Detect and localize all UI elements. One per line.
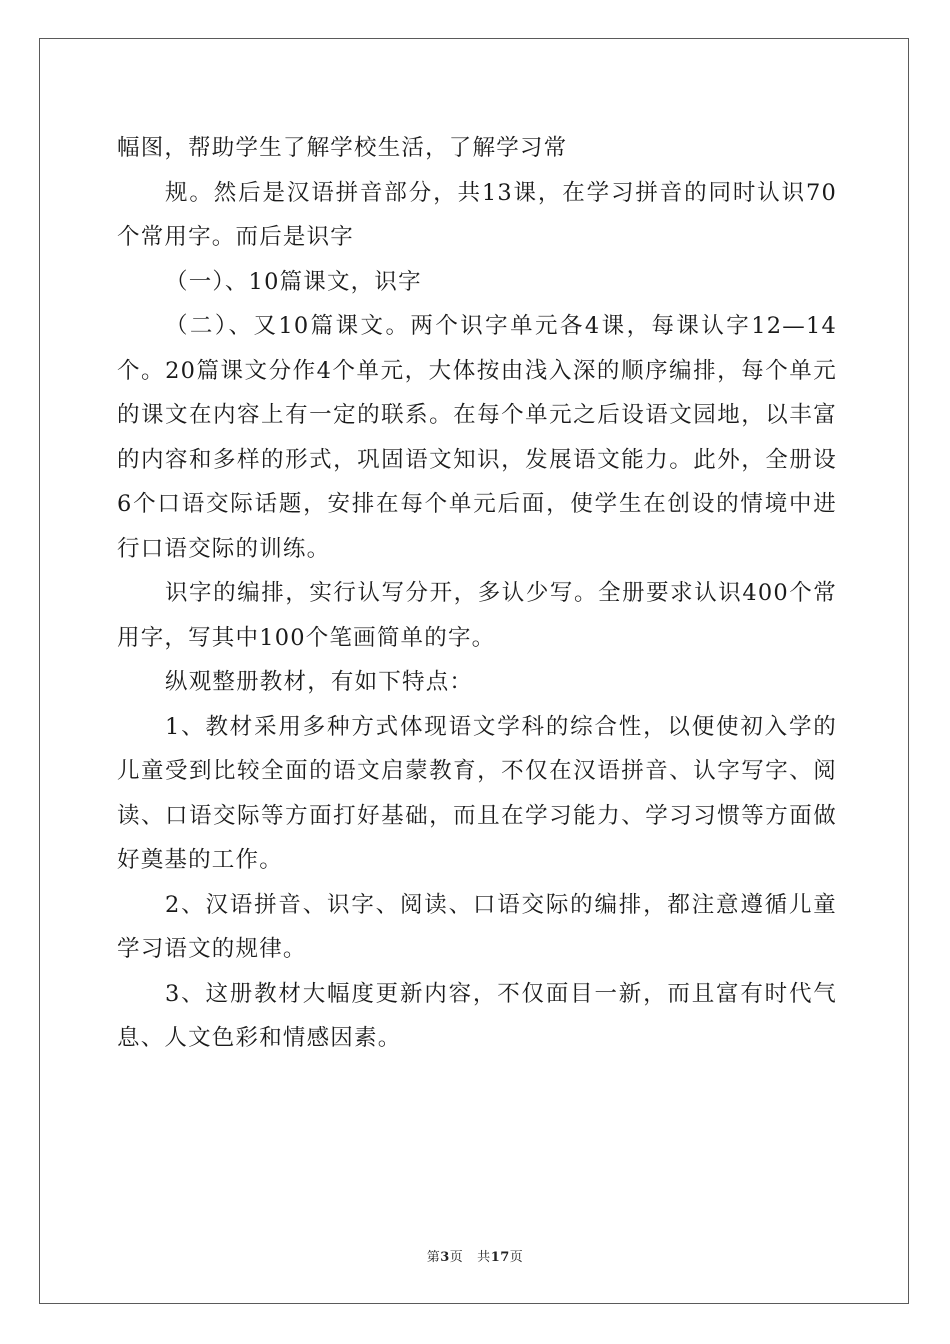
total-prefix: 共 — [477, 1250, 491, 1265]
paragraph-6: 纵观整册教材，有如下特点： — [165, 669, 474, 695]
paragraph-2: 规。然后是汉语拼音部分，共13课，在学习拼音的同时认识70个常用字。而后是识字 — [117, 179, 837, 250]
paragraph-1: 幅图，帮助学生了解学校生活，了解学习常 — [117, 135, 568, 161]
paragraph-4: （二）、又10篇课文。两个识字单元各4课，每课认字12—14个。20篇课文分作4个单元，大体按由浅入深的顺序编排，每个单元的课文在内容上有一定的联系。在每个单元之后设语文园地，以丰富的内容和多样的形式，巩固语文知识，发展语文能力。此外，全册设6个口语交际话题，安排在每个单元后面，使学生在创设的情境中进行口语交际的训练。 — [117, 313, 837, 562]
total-pages: 17 — [490, 1250, 510, 1265]
paragraph-7: 1、教材采用多种方式体现语文学科的综合性，以便使初入学的儿童受到比较全面的语文启蒙教育，不仅在汉语拼音、认字写字、阅读、口语交际等方面打好基础，而且在学习能力、学习习惯等方面做好奠基的工作。 — [117, 713, 837, 873]
document-body — [117, 126, 837, 1061]
paragraph-3: （一）、10篇课文，识字 — [165, 268, 422, 295]
page-suffix: 页 — [449, 1250, 464, 1265]
paragraph-9: 3、这册教材大幅度更新内容，不仅面目一新，而且富有时代气息、人文色彩和情感因素。 — [117, 980, 837, 1051]
page-prefix: 第 — [426, 1250, 441, 1265]
paragraph-8: 2、汉语拼音、识字、阅读、口语交际的编排，都注意遵循儿童学习语文的规律。 — [117, 891, 837, 962]
page-footer — [0, 1246, 950, 1265]
total-suffix: 页 — [509, 1250, 524, 1265]
page-number: 3 — [440, 1250, 450, 1265]
paragraph-5: 识字的编排，实行认写分开，多认少写。全册要求认识400个常用字，写其中100个笔画简单的字。 — [117, 580, 837, 651]
